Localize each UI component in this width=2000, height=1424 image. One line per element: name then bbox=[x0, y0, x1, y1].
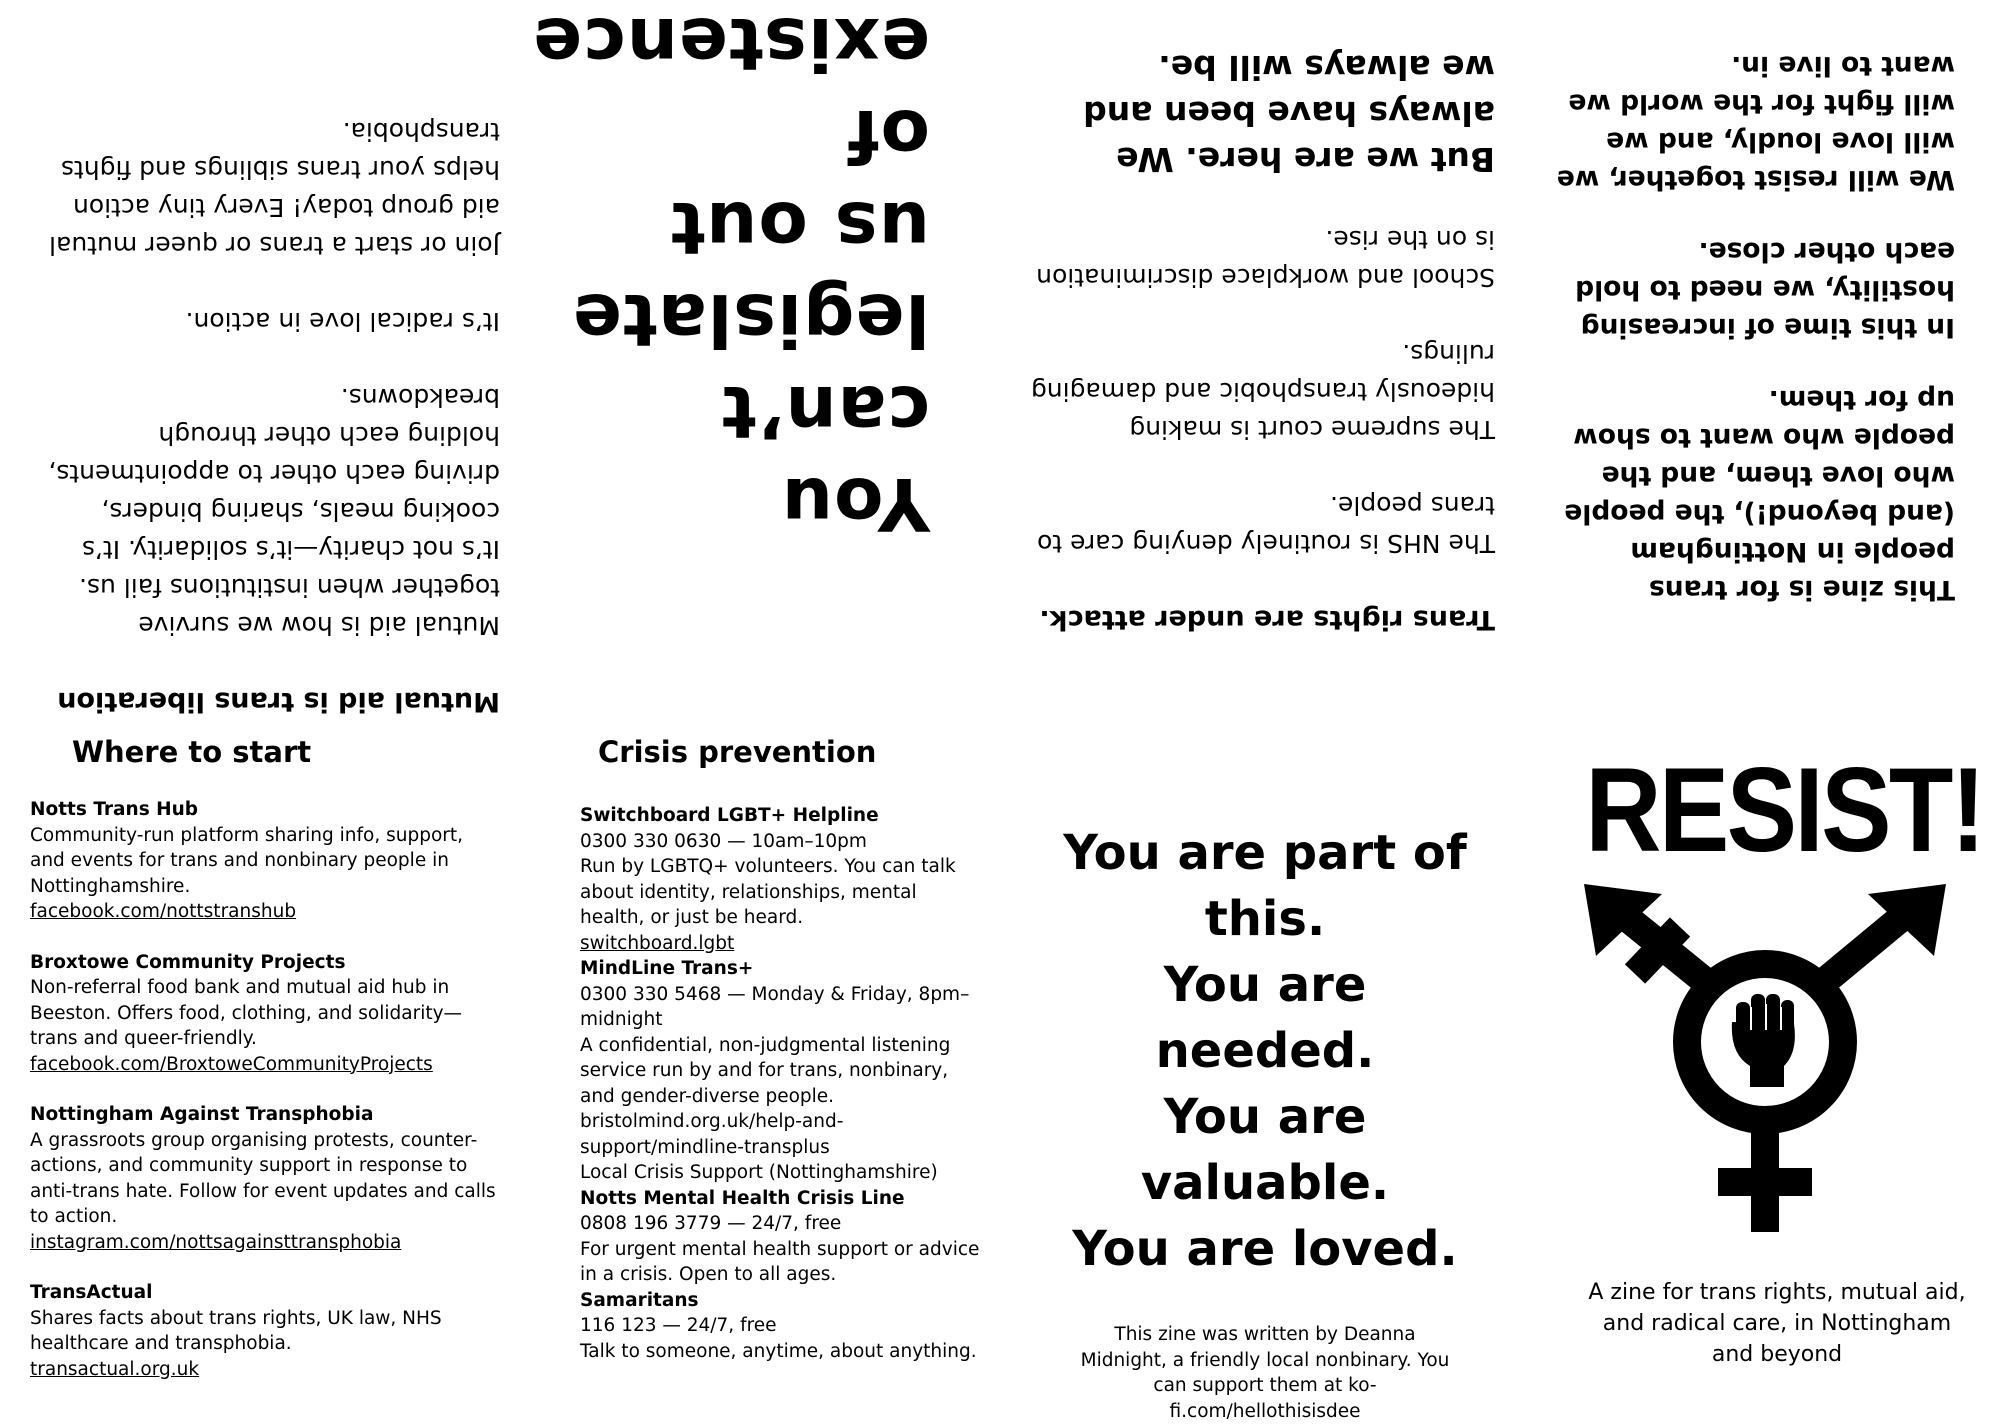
resource-description: Shares facts about trans rights, UK law, NHS healthcare and transphobia. bbox=[30, 1307, 442, 1354]
crisis-prevention-title: Crisis prevention bbox=[598, 735, 877, 769]
resource-link bbox=[30, 1357, 500, 1383]
attack-panel bbox=[1030, 38, 1495, 638]
resource-entry bbox=[30, 950, 500, 1078]
resource-name: Broxtowe Community Projects bbox=[30, 951, 346, 973]
crisis-service-detail: bristolmind.org.uk/help-and-support/mindline-transplus bbox=[580, 1111, 844, 1158]
mutual-aid-paragraph-3: Join or start a trans or queer mutual aid group today! Every tiny action helps your trans siblings and fights transphobia. bbox=[49, 117, 500, 260]
resource-description: Non-referral food bank and mutual aid hub in Beeston. Offers food, clothing, and solidarity—trans and queer-friendly. bbox=[30, 977, 463, 1049]
mutual-aid-panel bbox=[40, 80, 500, 720]
cover-tagline: A zine for trans rights, mutual aid, and radical care, in Nottingham and beyond bbox=[1588, 1280, 1966, 1367]
headline-text: You can’t legislate us out of existence bbox=[532, 2, 930, 546]
affirmation-line: You are valuable. bbox=[1140, 1089, 1390, 1211]
attack-paragraph-nhs: The NHS is routinely denying care to trans people. bbox=[1037, 491, 1495, 558]
resource-link bbox=[30, 1052, 500, 1078]
attack-heading: Trans rights are under attack. bbox=[1039, 604, 1495, 635]
crisis-service-name: Samaritans bbox=[580, 1289, 699, 1311]
crisis-service-detail: 116 123 — 24/7, free bbox=[580, 1315, 777, 1336]
intro-paragraph-3: We will resist together, we will love loudly, and we will fight for the world we want to live in. bbox=[1556, 50, 1955, 195]
crisis-service-name: Notts Mental Health Crisis Line bbox=[580, 1187, 905, 1209]
resource-link-text[interactable]: facebook.com/BroxtoweCommunityProjects bbox=[30, 1053, 433, 1075]
mutual-aid-heading: Mutual aid is trans liberation bbox=[57, 686, 500, 717]
crisis-service-name: MindLine Trans+ bbox=[580, 958, 754, 979]
crisis-service-detail: Run by LGBTQ+ volunteers. You can talk about identity, relationships, mental health, or just be heard. bbox=[580, 856, 956, 928]
crisis-service-detail: 0808 196 3779 — 24/7, free bbox=[580, 1213, 842, 1234]
crisis-service-link[interactable]: switchboard.lgbt bbox=[580, 932, 735, 954]
resource-link bbox=[30, 899, 500, 925]
resource-description: Community-run platform sharing info, support, and events for trans and nonbinary people in Nottinghamshire. bbox=[30, 824, 464, 897]
intro-paragraph-2: In this time of increasing hostility, we need to hold each other close. bbox=[1575, 236, 1955, 343]
affirmation-line: You are needed. bbox=[1155, 957, 1375, 1079]
resource-entry bbox=[30, 797, 500, 925]
affirmation-line: You are loved. bbox=[1072, 1221, 1458, 1277]
headline-panel-rotated bbox=[532, 2, 930, 550]
crisis-service-detail: For urgent mental health support or advice in a crisis. Open to all ages. bbox=[580, 1238, 980, 1285]
affirmation-line: You are part of this. bbox=[1063, 825, 1467, 947]
where-to-start-title: Where to start bbox=[72, 735, 312, 769]
resource-link-text[interactable]: facebook.com/nottstranshub bbox=[30, 901, 297, 922]
intro-panel bbox=[1555, 38, 1955, 608]
mutual-aid-paragraph-2: It’s radical love in action. bbox=[185, 307, 500, 336]
resource-entry bbox=[30, 1280, 500, 1382]
where-to-start-list bbox=[30, 797, 500, 1382]
attack-panel-rotated bbox=[1030, 38, 1495, 638]
crisis-prevention-list bbox=[580, 803, 980, 1364]
resource-name: Nottingham Against Transphobia bbox=[30, 1104, 374, 1125]
intro-panel-rotated bbox=[1555, 38, 1955, 608]
crisis-service-detail: 0300 330 5468 — Monday & Friday, 8pm–midnight bbox=[580, 983, 970, 1030]
author-note: This zine was written by Deanna Midnight, a friendly local nonbinary. You can support them at ko-fi.com/hellothisisdee bbox=[1080, 1324, 1450, 1422]
attack-paragraph-court: The supreme court is making hideously transphobic and damaging rulings. bbox=[1030, 339, 1495, 444]
crisis-service-name: Switchboard LGBT+ Helpline bbox=[580, 805, 879, 826]
crisis-service-detail: Talk to someone, anytime, about anything. bbox=[580, 1340, 977, 1362]
resource-link-text[interactable]: instagram.com/nottsagainsttransphobia bbox=[30, 1231, 402, 1253]
mutual-aid-paragraph-1: Mutual aid is how we survive together when institutions fail us. It’s not charity—it’s solidarity. It’s cooking meals, sharing binders, driving each other to appointments, holding each other through breakdowns. bbox=[48, 383, 500, 640]
crisis-service-detail: Local Crisis Support (Nottinghamshire) bbox=[580, 1162, 938, 1183]
trans-symbol-fist-icon bbox=[1580, 882, 1950, 1242]
resource-entry bbox=[30, 1102, 500, 1255]
attack-closing: But we are here. We always have been and we always will be. bbox=[1083, 48, 1495, 179]
mutual-aid-panel-rotated bbox=[40, 80, 500, 720]
resource-link-text[interactable]: transactual.org.uk bbox=[30, 1358, 200, 1380]
resource-link bbox=[30, 1230, 500, 1256]
affirmation-block bbox=[1050, 820, 1480, 1282]
crisis-service-detail: 0300 330 0630 — 10am–10pm bbox=[580, 830, 867, 852]
resource-name: Notts Trans Hub bbox=[30, 799, 199, 820]
crisis-service-detail: A confidential, non-judgmental listening service run by and for trans, nonbinary, and gender-diverse people. bbox=[580, 1034, 951, 1107]
cover-title: RESIST! bbox=[1585, 743, 1984, 877]
attack-paragraph-discrimination: School and workplace discrimination is on the rise. bbox=[1036, 225, 1495, 292]
resource-name: TransActual bbox=[30, 1282, 153, 1303]
headline-panel bbox=[532, 2, 930, 550]
intro-paragraph-1: This zine is for trans people in Nottingham (and beyond!), the people who love them, and the people who want to show up for them. bbox=[1564, 384, 1955, 605]
resource-description: A grassroots group organising protests, counter-actions, and community support in response to anti-trans hate. Follow for event updates and calls to action. bbox=[30, 1129, 496, 1227]
